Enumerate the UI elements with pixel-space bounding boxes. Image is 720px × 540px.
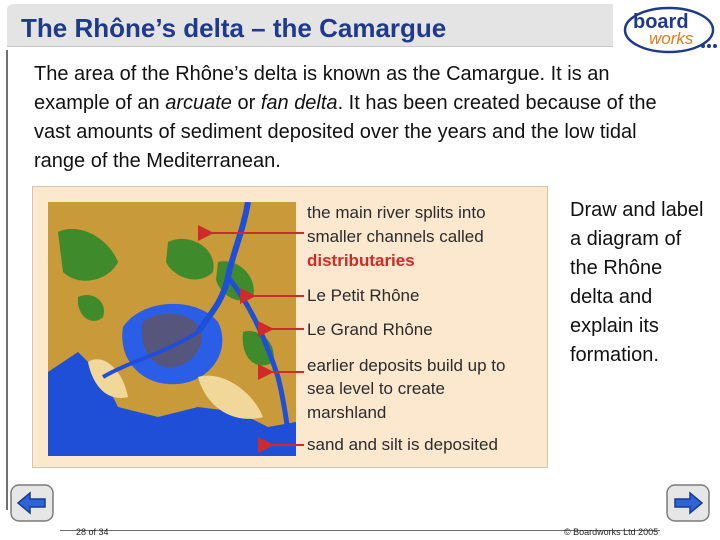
title-bar bbox=[7, 4, 613, 47]
label-main-river-splits: the main river splits into bbox=[307, 203, 486, 222]
label-distributaries: distributaries bbox=[307, 251, 415, 270]
rhone-delta-map bbox=[48, 202, 296, 456]
boardworks-logo bbox=[623, 4, 719, 60]
label-le-petit-rhone: Le Petit Rhône bbox=[307, 286, 420, 305]
label-sea-level: sea level to create bbox=[307, 379, 445, 398]
task-instructions: Draw and label a diagram of the Rhône delta and explain its formation. bbox=[570, 199, 704, 366]
intro-text-1: The area of the Rhône’s delta is known as the Camargue. It is an example of an bbox=[34, 63, 610, 114]
label-sand-silt: sand and silt is deposited bbox=[307, 435, 498, 454]
label-earlier-deposits: earlier deposits build up to bbox=[307, 356, 506, 375]
header bbox=[0, 0, 720, 52]
intro-term-arcuate: arcuate bbox=[165, 92, 232, 114]
intro-text-3: . It has been created because of the vast amounts of sediment deposited over the years and the low tidal range of the Mediterranean. bbox=[34, 92, 657, 172]
previous-slide-button[interactable] bbox=[10, 484, 54, 522]
slide-left-border bbox=[6, 50, 8, 510]
intro-paragraph bbox=[34, 60, 684, 176]
label-marshland: marshland bbox=[307, 403, 387, 422]
copyright-text: © Boardworks Ltd 2005 bbox=[564, 527, 659, 537]
label-le-grand-rhone: Le Grand Rhône bbox=[307, 320, 433, 339]
page-number: 28 of 34 bbox=[76, 527, 109, 537]
intro-term-fan-delta: fan delta bbox=[260, 92, 338, 114]
logo-text-works: works bbox=[649, 29, 694, 48]
logo-text-board: board bbox=[633, 11, 689, 33]
next-slide-button[interactable] bbox=[666, 484, 710, 522]
label-smaller-channels: smaller channels called bbox=[307, 227, 484, 246]
page-title: The Rhône’s delta – the Camargue bbox=[21, 13, 447, 43]
intro-text-2: or bbox=[231, 92, 261, 114]
